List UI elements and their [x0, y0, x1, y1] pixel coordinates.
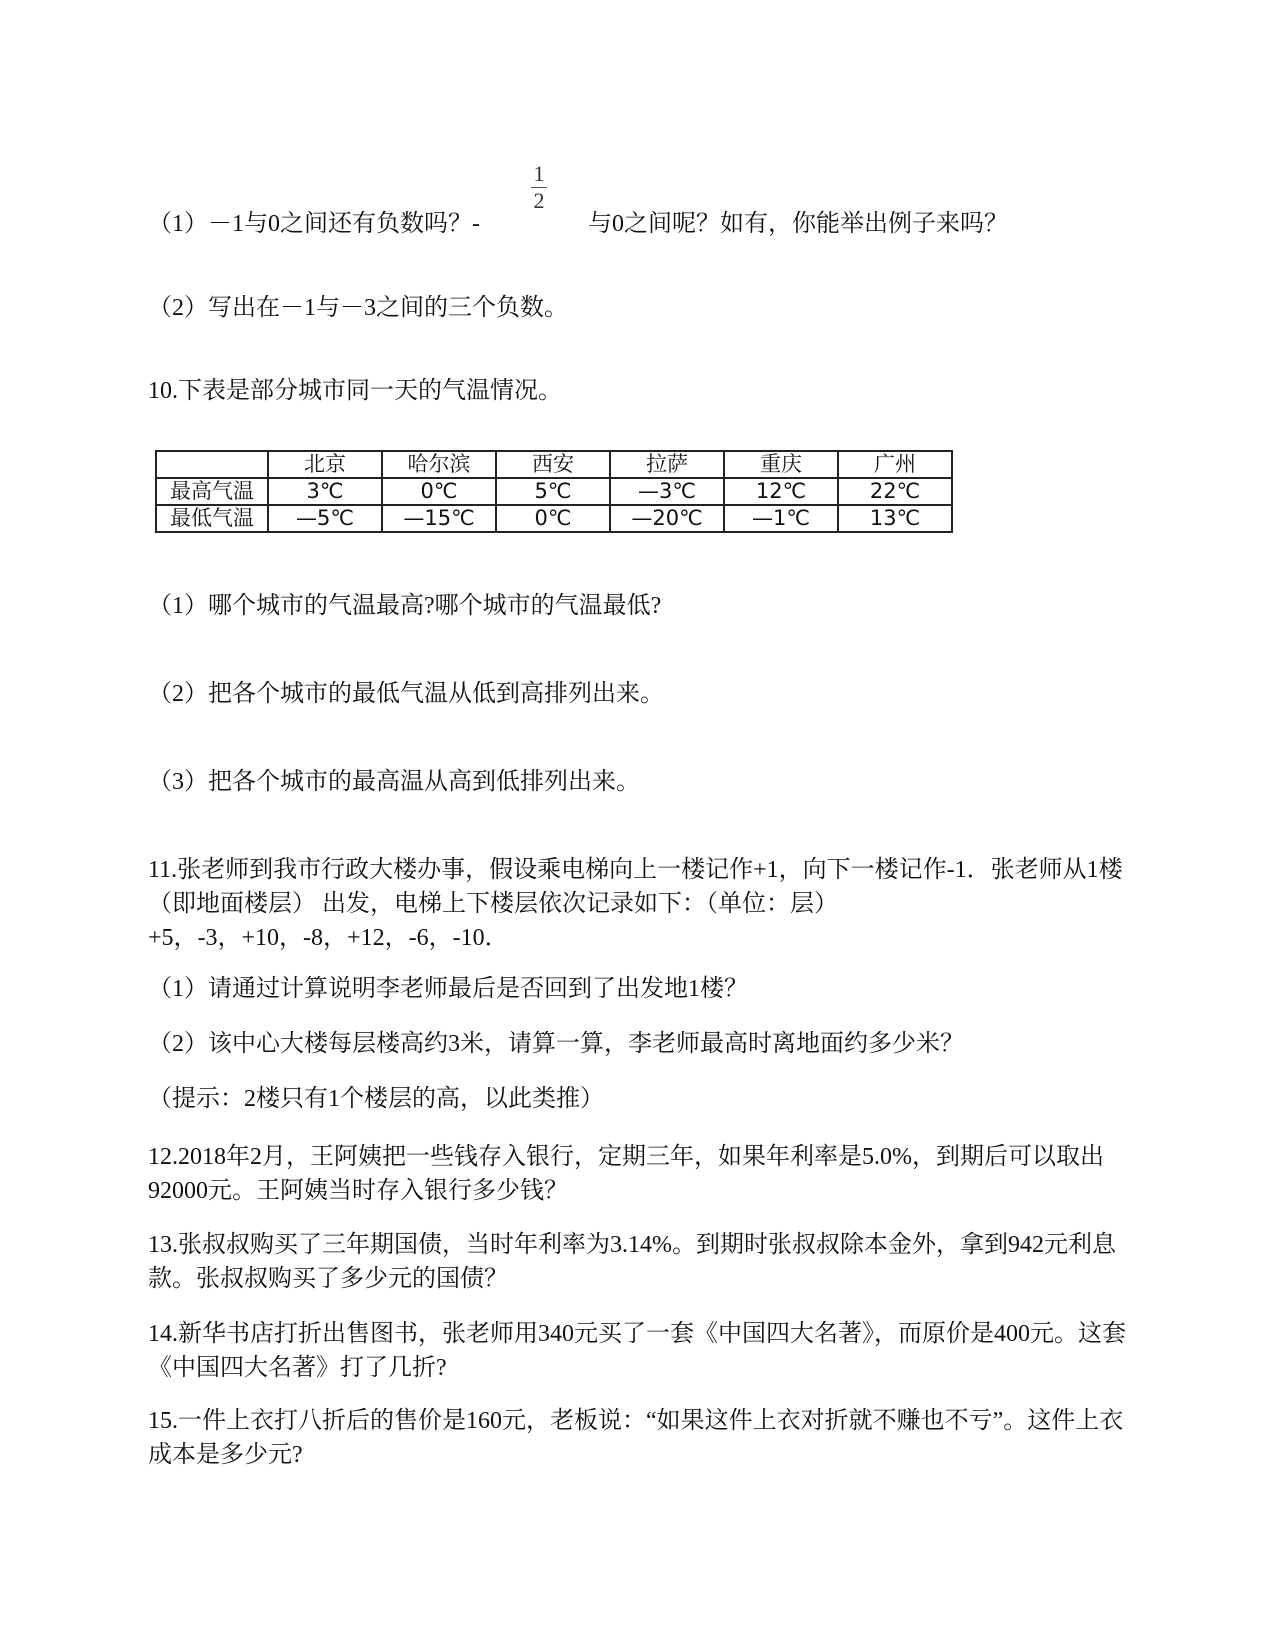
table-cell: 3℃ [268, 478, 382, 505]
table-cell: 0℃ [382, 478, 496, 505]
table-header-cell [156, 451, 268, 478]
q15-text: 15.一件上衣打八折后的售价是160元，老板说：“如果这件上衣对折就不赚也不亏”。这件上衣成本是多少元? [148, 1408, 1124, 1468]
table-cell: 12℃ [724, 478, 838, 505]
fraction-one-half [529, 162, 549, 213]
q10-sub1-text: （1）哪个城市的气温最高?哪个城市的气温最低? [148, 593, 662, 619]
fraction-denominator: 2 [533, 188, 545, 213]
q14-text: 14.新华书店打折出售图书，张老师用340元买了一套《中国四大名著》，而原价是400元。这套《中国四大名著》打了几折? [148, 1321, 1126, 1381]
table-cell: —20℃ [610, 505, 724, 532]
q11-sub1-text: （1）请通过计算说明李老师最后是否回到了出发地1楼？ [148, 976, 748, 1002]
table-cell: 0℃ [496, 505, 610, 532]
table-header-cell: 广州 [838, 451, 952, 478]
table-row [156, 505, 952, 532]
q9-sub1-text-tail: 与0之间呢？如有，你能举出例子来吗？ [588, 211, 1008, 237]
table-cell: 22℃ [838, 478, 952, 505]
table-cell: 最高气温 [156, 478, 268, 505]
temperature-table [155, 450, 953, 533]
q13-text: 13.张叔叔购买了三年期国债，当时年利率为3.14%。到期时张叔叔除本金外，拿到942元利息款。张叔叔购买了多少元的国债？ [148, 1232, 1116, 1292]
table-header-cell: 北京 [268, 451, 382, 478]
table-cell: —1℃ [724, 505, 838, 532]
table-cell: 13℃ [838, 505, 952, 532]
table-row [156, 478, 952, 505]
table-header-row [156, 451, 952, 478]
q9-sub1-text: （1）－1与0之间还有负数吗？- [148, 211, 480, 237]
table-cell: —15℃ [382, 505, 496, 532]
table-header-cell: 拉萨 [610, 451, 724, 478]
q11-stem: 11.张老师到我市行政大楼办事，假设乘电梯向上一楼记作+1，向下一楼记作-1．张老师从1楼 （即地面楼层） 出发，电梯上下楼层依次记录如下：（单位：层）+5，-3，+10，-8，+12，-6，-10． [148, 857, 1123, 951]
table-cell: —3℃ [610, 478, 724, 505]
q11-hint-text: （提示：2楼只有1个楼层的高，以此类推） [148, 1086, 604, 1112]
fraction-numerator: 1 [533, 161, 545, 186]
table-cell: 5℃ [496, 478, 610, 505]
table-header-cell: 西安 [496, 451, 610, 478]
q12-text: 12.2018年2月，王阿姨把一些钱存入银行，定期三年，如果年利率是5.0%，到期后可以取出92000元。王阿姨当时存入银行多少钱？ [148, 1144, 1104, 1204]
table-header-cell: 重庆 [724, 451, 838, 478]
table-cell: 最低气温 [156, 505, 268, 532]
table-cell: —5℃ [268, 505, 382, 532]
q10-stem: 10.下表是部分城市同一天的气温情况。 [148, 378, 562, 404]
q10-sub3-text: （3）把各个城市的最高温从高到低排列出来。 [148, 769, 640, 795]
table-header-cell: 哈尔滨 [382, 451, 496, 478]
q10-sub2-text: （2）把各个城市的最低气温从低到高排列出来。 [148, 681, 664, 707]
q9-sub2-text: （2）写出在－1与－3之间的三个负数。 [148, 295, 568, 321]
q11-sub2-text: （2）该中心大楼每层楼高约3米，请算一算，李老师最高时离地面约多少米？ [148, 1031, 964, 1057]
